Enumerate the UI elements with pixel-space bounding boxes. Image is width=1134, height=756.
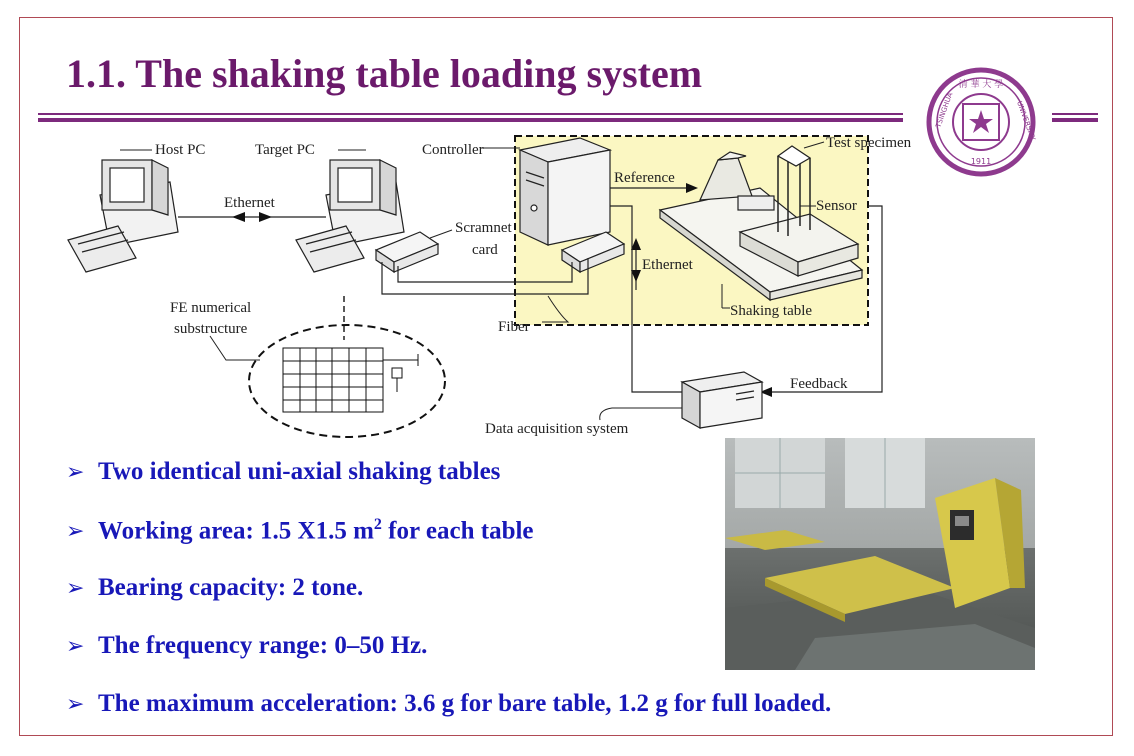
arrow-bullet-icon: ➢ [66,692,85,717]
seal-top-text: 清 華 大 學 [958,80,1004,90]
arrow-bullet-icon: ➢ [66,460,85,485]
bullet-item [66,516,534,545]
arrow-bullet-icon: ➢ [66,519,85,545]
target-pc-label: Target PC [255,142,315,158]
ethernet-label-top: Ethernet [224,195,275,211]
fe-mesh-grid [283,348,418,412]
bullet-text-tail: for each table [381,517,534,545]
daq-box-icon [682,372,762,428]
arrow-bullet-icon: ➢ [66,634,85,659]
host-pc-icon [68,160,178,272]
bullet-text: Working area: 1.5 X1.5 m [98,517,374,545]
shaking-table-label: Shaking table [730,303,813,319]
controller-label: Controller [422,142,484,158]
bullet-item [66,632,427,660]
fiber-label: Fiber [498,319,530,335]
bullet-text: Bearing capacity: 2 tone. [98,574,364,601]
ethernet-label-right: Ethernet [642,257,693,273]
bullet-text: The frequency range: 0–50 Hz. [98,632,428,659]
scramnet-card-icon [376,232,438,272]
bullet-text: The maximum acceleration: 3.6 g for bare table, 1.2 g for full loaded. [98,690,832,717]
slide-title: 1.1. The shaking table loading system [66,51,703,96]
bullet-item [66,458,500,486]
shaking-table-photo [725,438,1035,670]
test-specimen-label: Test specimen [826,135,912,151]
arrow-bullet-icon: ➢ [66,576,85,601]
seal-year-text: 1911 [970,157,992,166]
host-pc-label: Host PC [155,142,206,158]
seal-left-text: TSINGHUA [934,91,955,129]
scramnet-label-line2: card [472,242,498,258]
bullet-item [66,690,831,718]
feedback-label: Feedback [790,376,848,392]
reference-label: Reference [614,170,675,186]
fe-label-line2: substructure [174,321,248,337]
daq-label: Data acquisition system [485,421,629,437]
bullet-item [66,574,363,602]
controller-tower-icon [520,138,610,245]
bullet-text: Two identical uni-axial shaking tables [98,458,501,485]
scramnet-label-line1: Scramnet [455,220,512,236]
bullet-superscript: 2 [373,516,382,533]
seal-right-text: UNIVERSITY [1015,99,1037,142]
sensor-label: Sensor [816,198,857,214]
fe-label-line1: FE numerical [170,300,252,316]
